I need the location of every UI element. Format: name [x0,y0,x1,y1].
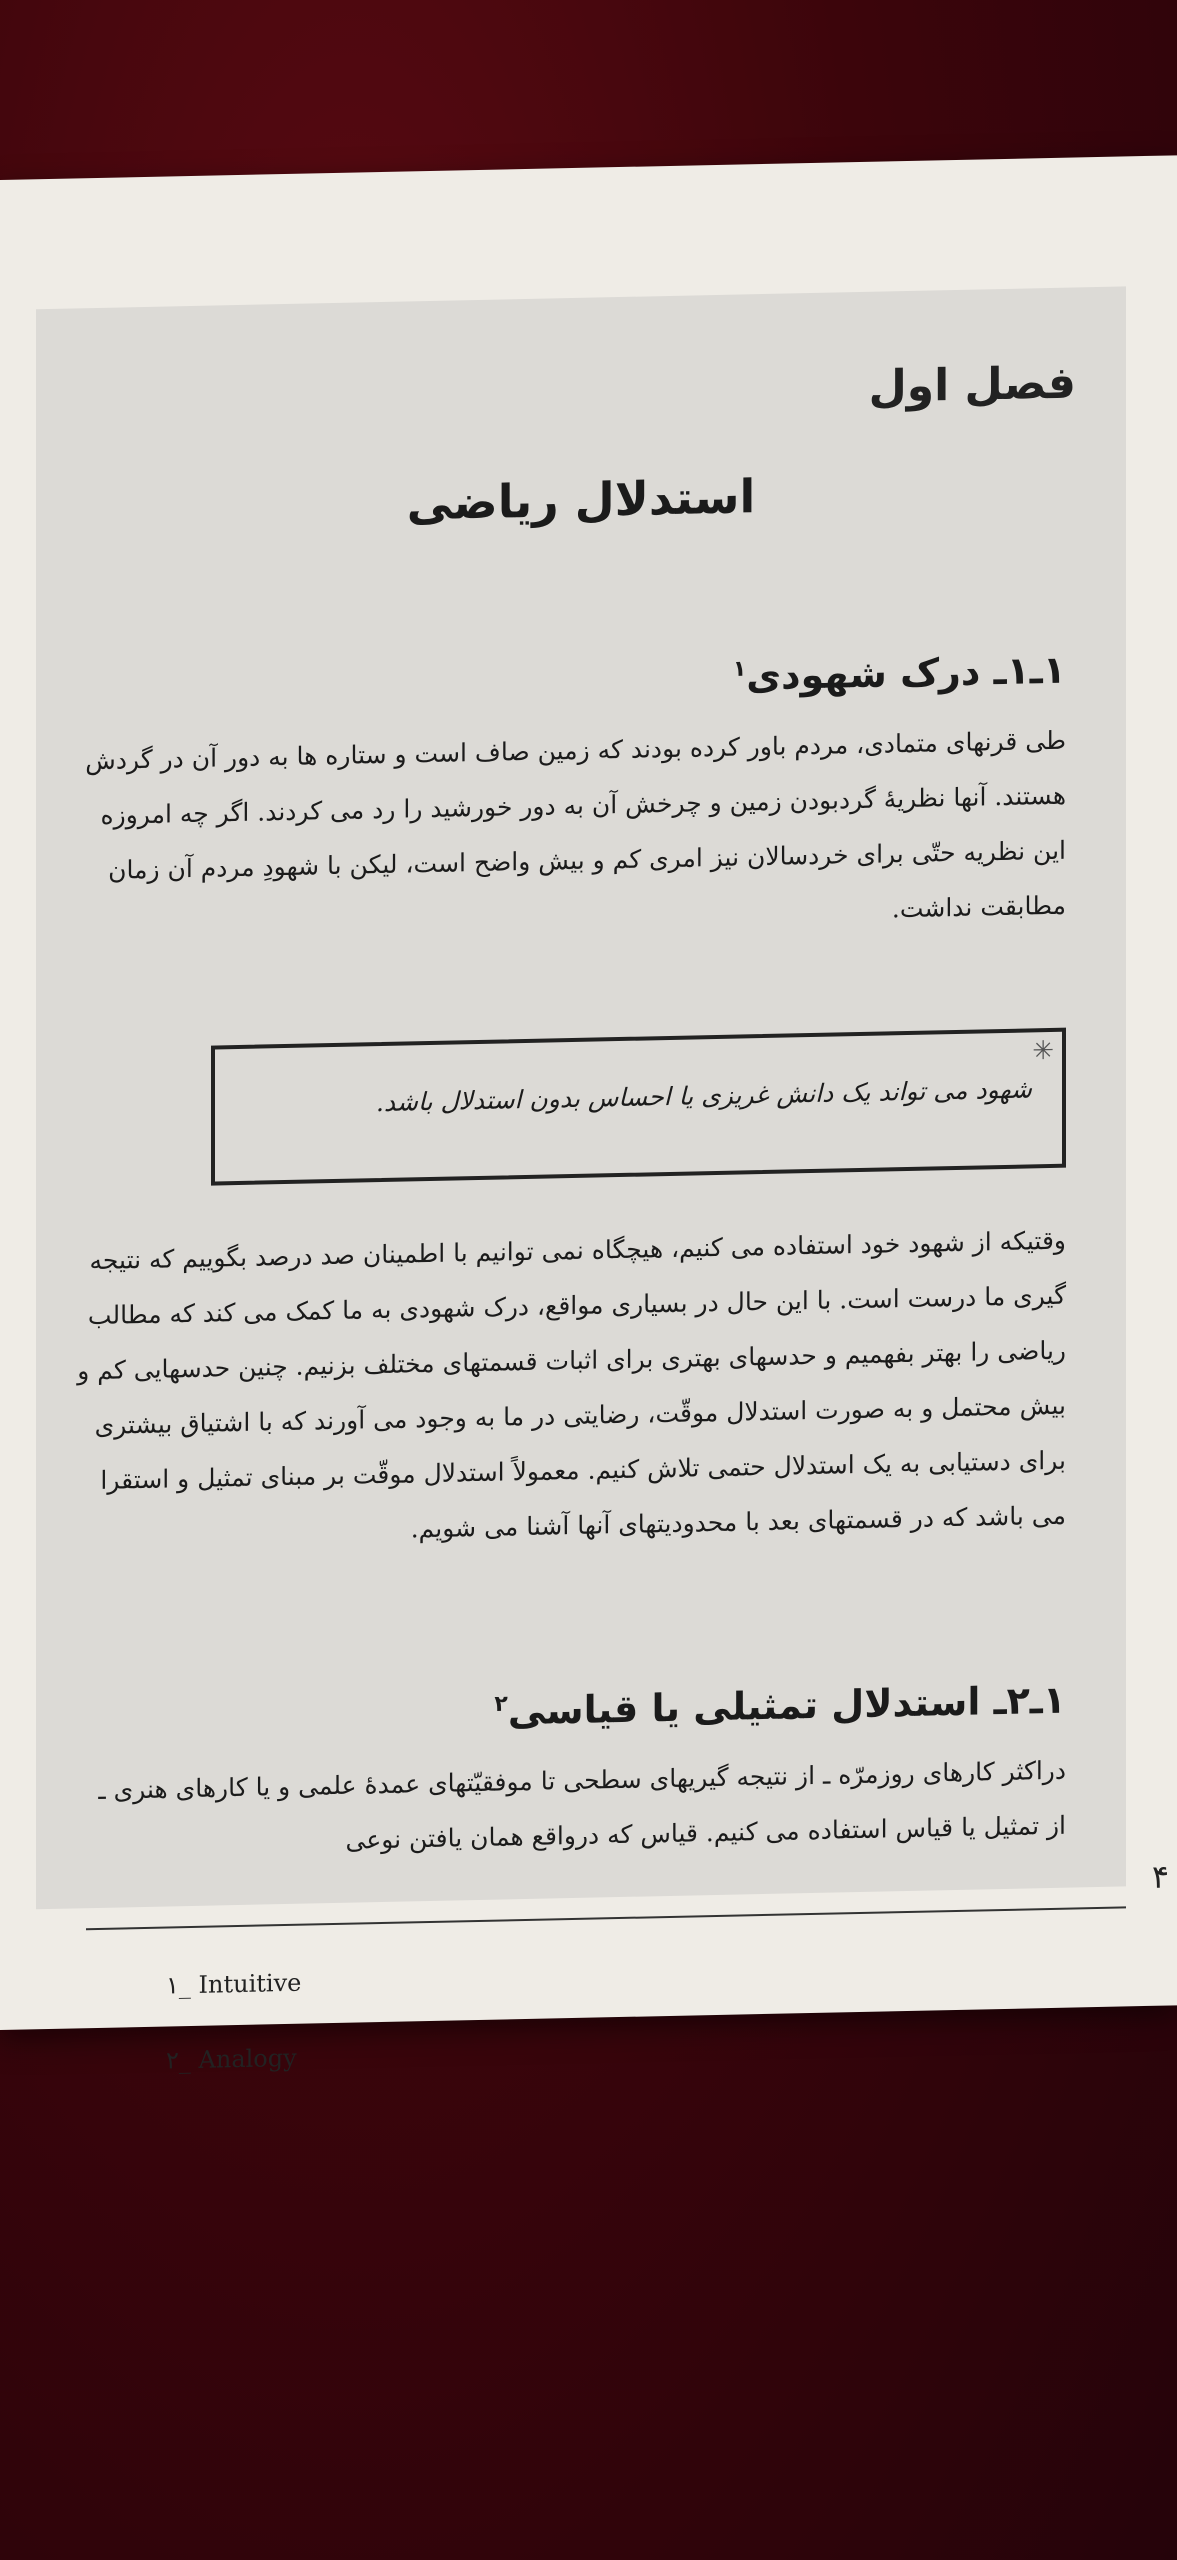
page-number: ۴ [1151,1857,1169,1896]
footnote-1-number: ۱_ [166,1971,191,2000]
chapter-title: فصل اول [868,357,1076,413]
footnote-2-text: Analogy [198,2043,297,2074]
section-2-heading-text: ۱ـ۲ـ استدلال تمثیلی یا قیاسی [507,1677,1066,1734]
definition-box [211,1028,1066,1186]
footnote-mark-2: ۲ [494,1691,508,1717]
footnote-2-number: ۲_ [166,2046,191,2075]
section-2-heading [494,1678,1066,1734]
star-icon: ✳ [1032,1035,1054,1067]
section-1-heading [733,648,1066,699]
page-title: استدلال ریاضی [406,469,756,531]
section-1-heading-text: ۱ـ۱ـ درک شهودی [746,647,1066,699]
paragraph-2: وقتیکه از شهود خود استفاده می کنیم، هیچگاه نمی توانیم با اطمینان صد درصد بگوییم که نتیجه گیری ما درست است. با این حال در بسیاری مواقع، درک شهودی به ما کمک می کند که مطالب ریاضی را بهتر بفهمیم و حدسهای بهتری برای اثبات قسمتهای مختلف بزنیم. چنین حدسهایی کم و بیش محتمل و به صورت استدلال موقّت، رضایتی در ما به وجود می آورند که با اشتیاق بیشتری برای دستیابی به یک استدلال حتمی تلاش کنیم. معمولاً استدلال موقّت بر مبنای تمثیل و استقرا می باشد که در قسمتهای بعد با محدودیتهای آنها آشنا می شویم. [77,1225,1066,1544]
page-content [36,286,1126,2075]
footnote-divider [86,1906,1126,1930]
footnote-mark-1: ۱ [732,656,747,682]
section-2-paragraph: دراکثر کارهای روزمرّه ـ از نتیجه گیریهای سطحی تا موفقیّتهای عمدهٔ علمی و یا کارهای هنری ـ از تمثیل یا قیاس استفاده می کنیم. قیاس که درواقع همان یافتن نوعی [98,1755,1066,1855]
footnote-1 [166,1969,301,2000]
book-page [0,155,1177,2075]
footnote-2 [166,2044,297,2075]
definition-text: شهود می تواند یک دانش غریزی یا احساس بدون استدلال باشد. [375,1074,1032,1118]
section-1-paragraph: طی قرنهای متمادی، مردم باور کرده بودند که زمین صاف است و ستاره ها به دور آن در گردش هستند. آنها نظریهٔ گردبودن زمین و چرخش آن به دور خورشید را رد می کردند. اگر چه امروزه این نظریه حتّی برای خردسالان نیز امری کم و بیش واضح است، لیکن با شهودِ مردم آن زمان مطابقت نداشت. [85,725,1066,924]
footnote-1-text: Intuitive [198,1968,302,1999]
